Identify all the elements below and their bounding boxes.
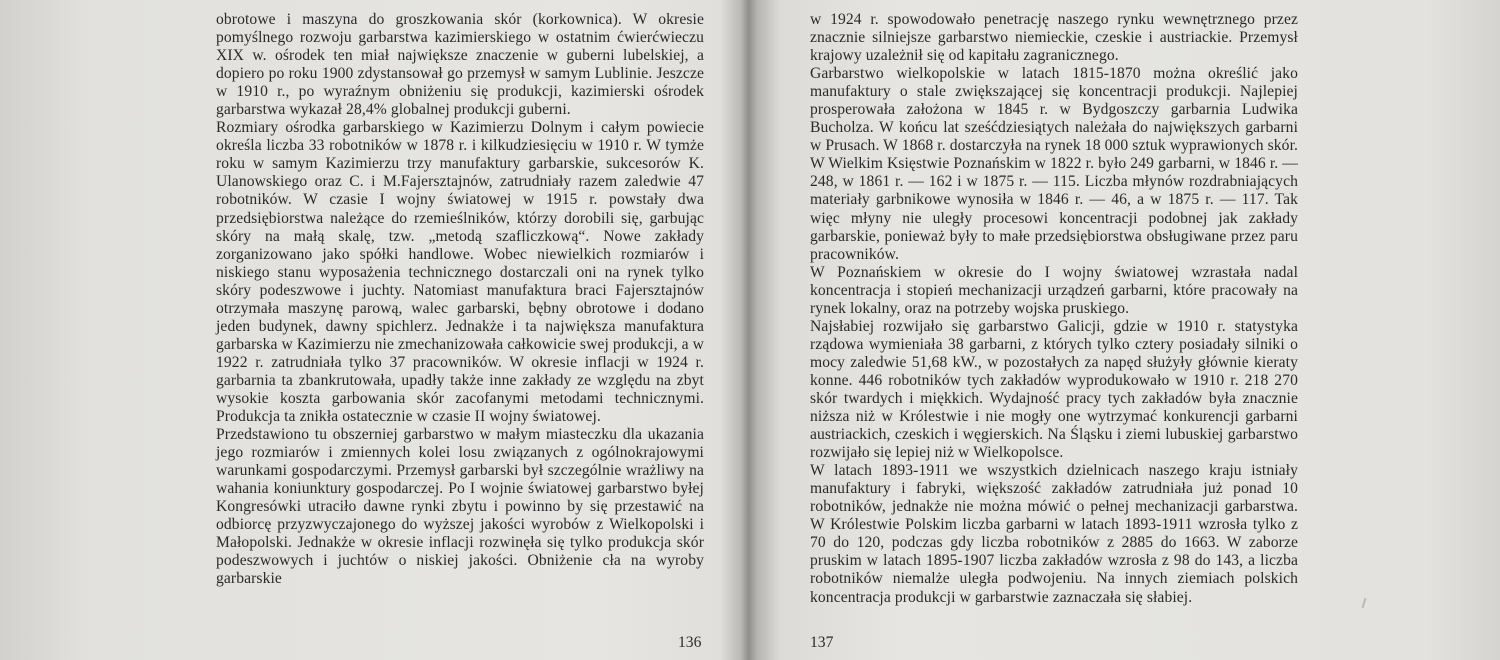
- paragraph: w 1924 r. spowodowało penetrację naszego rynku wewnętrznego przez znacznie silniejsze garbarstwo niemieckie, czeskie i austriackie. Przemysł krajowy uzależnił się od kapitału zagranicznego.: [810, 11, 1298, 65]
- paragraph: Przedstawiono tu obszerniej garbarstwo w małym miasteczku dla ukazania jego rozmiarów i zmiennych kolei losu związanych z ogólnokrajowymi warunkami gospodarczymi. Przemysł garbarski był szczególnie wrażliwy na wahania koniunktury gospodarczej. Po I wojnie światowej garbarstwo byłej Kongresówki utraciło dawne rynki zbytu i powinno by się przestawić na odbiorcę przyzwyczajonego do wyższej jakości wyrobów z Wielkopolski i Małopolski. Jednakże w okresie inflacji rozwinęła się tylko produkcja skór podeszwowych i juchtów o niskiej jakości. Obniżenie cła na wyroby garbarskie: [216, 426, 704, 588]
- right-page-text: [810, 11, 1298, 607]
- left-page-text: [216, 11, 704, 589]
- paragraph: W latach 1893-1911 we wszystkich dzielnicach naszego kraju istniały manufaktury i fabryki, większość zakładów zatrudniała już ponad 10 robotników, jednakże nie można mówić o pełnej mechanizacji garbarstwa. W Królestwie Polskim liczba garbarni w latach 1893-1911 wzrosła tylko z 70 do 120, podczas gdy liczba robotników z 2885 do 1663. W zaborze pruskim w latach 1895-1907 liczba zakładów wzrosła z 98 do 143, a liczba robotników niemalże uległa podwojeniu. Na innych ziemiach polskich koncentracja produkcji w garbarstwie zaznaczała się słabiej.: [810, 462, 1298, 606]
- paragraph: obrotowe i maszyna do groszkowania skór (korkownica). W okresie pomyślnego rozwoju garbarstwa kazimierskiego w ostatnim ćwierćwieczu XIX w. ośrodek ten miał największe znaczenie w guberni lubelskiej, a dopiero po roku 1900 zdystansował go przemysł w samym Lublinie. Jeszcze w 1910 r., po wyraźnym obniżeniu się produkcji, kazimierski ośrodek garbarstwa wykazał 28,4% globalnej produkcji guberni.: [216, 11, 704, 119]
- paragraph: W Poznańskiem w okresie do I wojny światowej wzrastała nadal koncentracja i stopień mechanizacji urządzeń garbarni, które pracowały na rynek lokalny, oraz na potrzeby wojska pruskiego.: [810, 263, 1298, 317]
- page-number-left: 136: [678, 634, 702, 651]
- right-page: [755, 0, 1500, 660]
- page-number-right: 137: [810, 634, 834, 651]
- paragraph: Rozmiary ośrodka garbarskiego w Kazimierzu Dolnym i całym powiecie określa liczba 33 robotników w 1878 r. i kilkudziesięciu w 1910 r. W tymże roku w samym Kazimierzu trzy manufaktury garbarskie, sukcesorów K. Ulanowskiego oraz C. i M.Fajersztajnów, zatrudniały razem zaledwie 47 robotników. W czasie I wojny światowej w 1915 r. powstały dwa przedsiębiorstwa należące do rzemieślników, którzy dorobili się, garbując skóry na małą skalę, tzw. „metodą szafliczkową“. Nowe zakłady zorganizowano jako spółki handlowe. Wobec niewielkich rozmiarów i niskiego stanu wyposażenia technicznego dostarczali oni na rynek tylko skóry podeszwowe i juchty. Natomiast manufaktura braci Fajersztajnów otrzymała maszynę parową, walec garbarski, bębny obrotowe i dodano jeden budynek, dawny spichlerz. Jednakże i ta największa manufaktura garbarska w Kazimierzu nie zmechanizowała całkowicie swej produkcji, a w 1922 r. zatrudniała tylko 37 pracowników. W okresie inflacji w 1924 r. garbarnia ta zbankrutowała, upadły także inne zakłady ze względu na zbyt wysokie koszta garbowania skór zacofanymi metodami technicznymi. Produkcja ta znikła ostatecznie w czasie II wojny światowej.: [216, 119, 704, 426]
- paragraph: Najsłabiej rozwijało się garbarstwo Galicji, gdzie w 1910 r. statystyka rządowa wymieniała 38 garbarni, z których tylko cztery posiadały silniki o mocy zaledwie 51,68 kW., w pozostałych za napęd służyły głównie kieraty konne. 446 robotników tych zakładów wyprodukowało w 1910 r. 218 270 skór twardych i miękkich. Wydajność pracy tych zakładów była znacznie niższa niż w Królestwie i nie mogły one wytrzymać konkurencji garbarni austriackich, czeskich i węgierskich. Na Śląsku i ziemi lubuskiej garbarstwo rozwijało się lepiej niż w Wielkopolsce.: [810, 317, 1298, 462]
- paragraph: Garbarstwo wielkopolskie w latach 1815-1870 można określić jako manufaktury o stale zwiększającej się koncentracji produkcji. Najlepiej prosperowała założona w 1845 r. w Bydgoszczy garbarnia Ludwika Bucholza. W końcu lat sześćdziesiątych należała do największych garbarni w Prusach. W 1868 r. dostarczyła na rynek 18 000 sztuk wyprawionych skór. W Wielkim Księstwie Poznańskim w 1822 r. było 249 garbarni, w 1846 r. — 248, w 1861 r. — 162 i w 1875 r. — 115. Liczba młynów rozdrabniających materiały garbnikowe wynosiła w 1846 r. — 46, a w 1875 r. — 117. Tak więc młyny nie uległy procesowi koncentracji podobnej jak zakłady garbarskie, ponieważ były to małe przedsiębiorstwa obsługiwane przez paru pracowników.: [810, 65, 1298, 263]
- left-page: [0, 0, 745, 660]
